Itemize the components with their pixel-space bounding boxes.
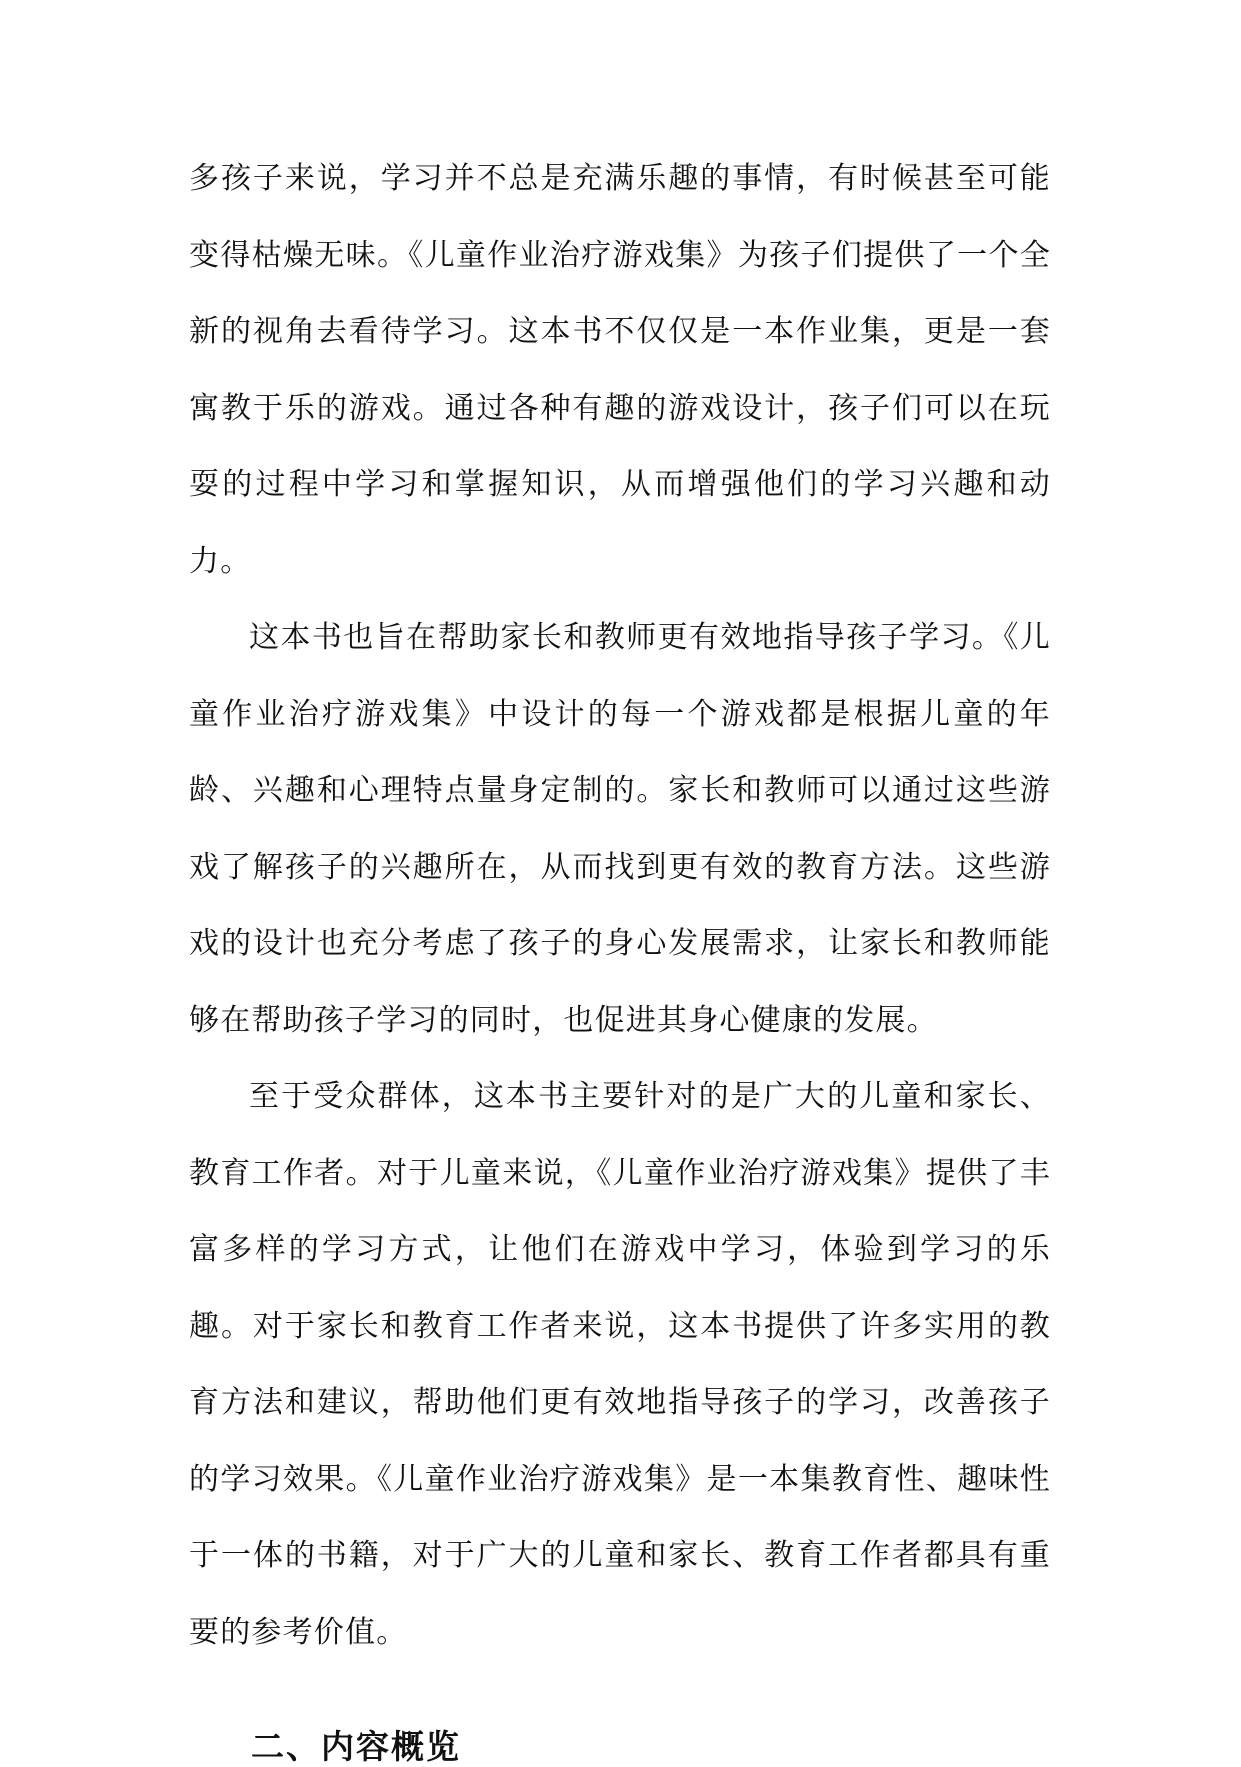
paragraph-continuation: 多孩子来说，学习并不总是充满乐趣的事情，有时候甚至可能变得枯燥无味。《儿童作业治疗游戏集》为孩子们提供了一个全新的视角去看待学习。这本书不仅仅是一本作业集，更是一套寓教于乐的游戏。通过各种有趣的游戏设计，孩子们可以在玩耍的过程中学习和掌握知识，从而增强他们的学习兴趣和动力。	[189, 161, 1051, 579]
section-heading: 二、内容概览	[251, 1727, 461, 1766]
document-body	[189, 141, 1051, 1767]
paragraph-audience: 至于受众群体，这本书主要针对的是广大的儿童和家长、教育工作者。对于儿童来说，《儿童作业治疗游戏集》提供了丰富多样的学习方式，让他们在游戏中学习，体验到学习的乐趣。对于家长和教育工作者来说，这本书提供了许多实用的教育方法和建议，帮助他们更有效地指导孩子的学习，改善孩子的学习效果。《儿童作业治疗游戏集》是一本集教育性、趣味性于一体的书籍，对于广大的儿童和家长、教育工作者都具有重要的参考价值。	[189, 1079, 1051, 1650]
paragraph-guidance: 这本书也旨在帮助家长和教师更有效地指导孩子学习。《儿童作业治疗游戏集》中设计的每一个游戏都是根据儿童的年龄、兴趣和心理特点量身定制的。家长和教师可以通过这些游戏了解孩子的兴趣所在，从而找到更有效的教育方法。这些游戏的设计也充分考虑了孩子的身心发展需求，让家长和教师能够在帮助孩子学习的同时，也促进其身心健康的发展。	[189, 620, 1051, 1038]
